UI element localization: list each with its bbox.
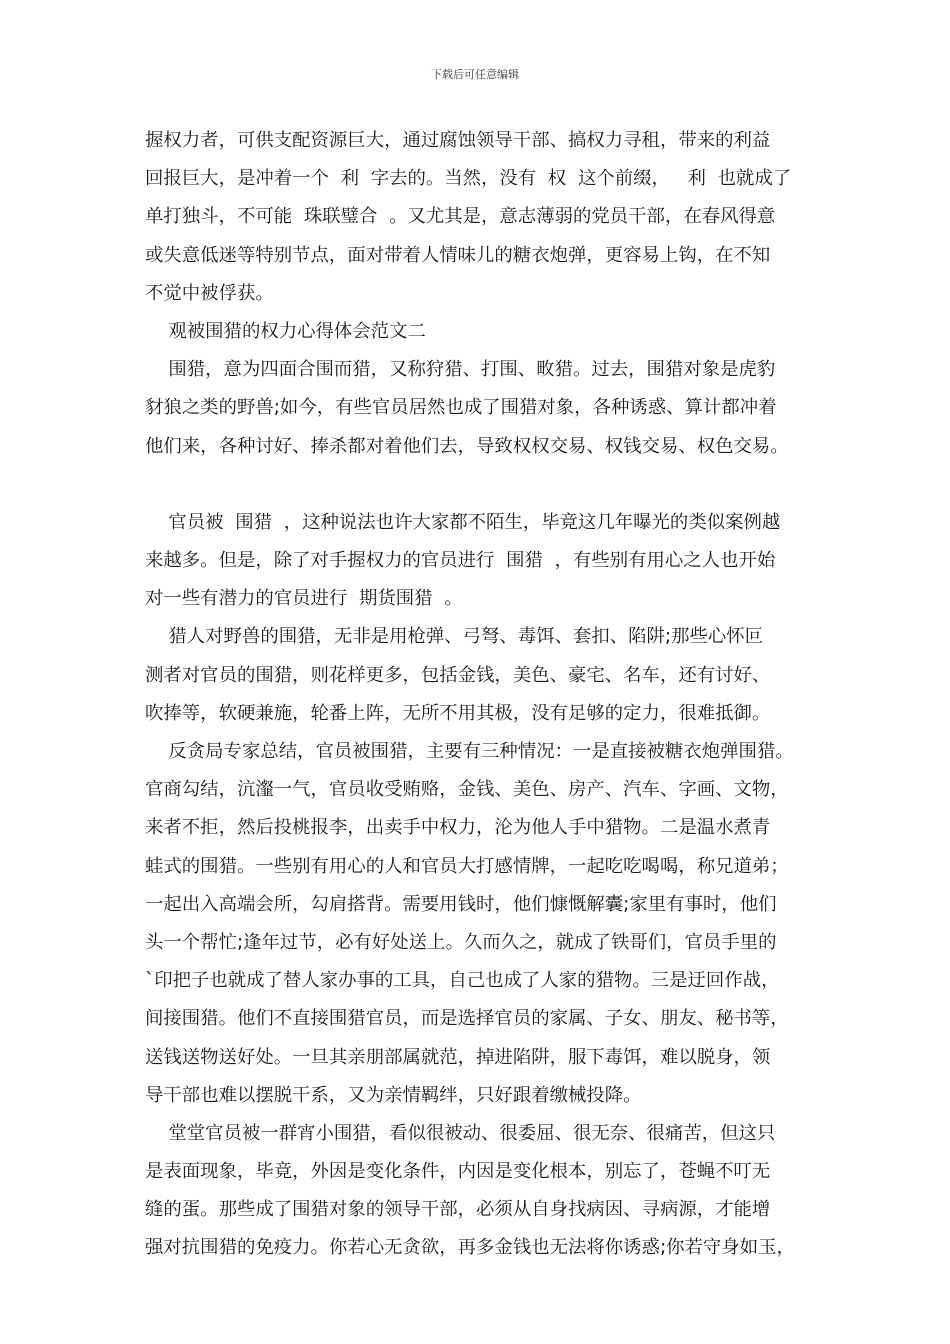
- text-line: 猎人对野兽的围猎，无非是用枪弹、弓弩、毒饵、套扣、陷阱;那些心怀叵: [145, 626, 764, 648]
- text-line: 来者不拒，然后投桃报李，出卖手中权力，沦为他人手中猎物。二是温水煮青: [145, 817, 771, 839]
- text-line: 回报巨大，是冲着一个 利 字去的。当然，没有 权 这个前缀， 利 也就成了: [145, 168, 792, 190]
- text-line: 单打独斗，不可能 珠联璧合 。又尤其是，意志薄弱的党员干部，在春风得意: [145, 206, 776, 228]
- text-line: 他们来，各种讨好、捧杀都对着他们去，导致权权交易、权钱交易、权色交易。: [145, 435, 789, 457]
- text-line: 不觉中被俘获。: [145, 282, 274, 304]
- text-line: 堂堂官员被一群宵小围猎，看似很被动、很委屈、很无奈、很痛苦，但这只: [145, 1122, 776, 1144]
- text-line: 握权力者，可供支配资源巨大，通过腐蚀领导干部、搞权力寻租，带来的利益: [145, 130, 771, 151]
- text-line: 头一个帮忙;逢年过节，必有好处送上。久而久之，就成了铁哥们，官员手里的: [145, 931, 777, 953]
- text-line: 测者对官员的围猎，则花样更多，包括金钱，美色、豪宅、名车，还有讨好、: [145, 664, 771, 686]
- text-line: 来越多。但是，除了对手握权力的官员进行 围猎 ，有些别有用心之人也开始: [145, 550, 776, 572]
- text-line: 送钱送物送好处。一旦其亲朋部属就范，掉进陷阱，服下毒饵，难以脱身，领: [145, 1046, 771, 1068]
- text-line: 或失意低迷等特别节点，面对带着人情味儿的糖衣炮弹，更容易上钩，在不知: [145, 244, 771, 266]
- text-line: 豺狼之类的野兽;如今，有些官员居然也成了围猎对象，各种诱惑、算计都冲着: [145, 397, 777, 419]
- text-line: 一起出入高端会所，勾肩搭背。需要用钱时，他们慷慨解囊;家里有事时，他们: [145, 893, 777, 915]
- text-line: 观被围猎的权力心得体会范文二: [145, 320, 426, 342]
- text-line: 蛙式的围猎。一些别有用心的人和官员大打感情牌，一起吃吃喝喝，称兄道弟；: [145, 855, 789, 877]
- text-line: 缝的蛋。那些成了围猎对象的领导干部，必须从自身找病因、寻病源，才能增: [145, 1199, 771, 1221]
- page-header: 下载后可任意编辑: [431, 68, 519, 81]
- text-line: 间接围猎。他们不直接围猎官员，而是选择官员的家属、子女、朋友、秘书等，: [145, 1008, 789, 1030]
- text-line: 反贪局专家总结，官员被围猎，主要有三种情况：一是直接被糖衣炮弹围猎。: [145, 741, 794, 762]
- body-text: [145, 122, 825, 1268]
- text-line: `印把子也就成了替人家办事的工具，自己也成了人家的猎物。三是迂回作战，: [145, 970, 780, 992]
- blank-line: [145, 466, 825, 504]
- text-line: 官商勾结，沆瀣一气，官员收受贿赂，金钱、美色、房产、汽车、字画、文物，: [145, 779, 789, 801]
- text-line: 对一些有潜力的官员进行 期货围猎 。: [145, 588, 463, 610]
- text-line: 官员被 围猎 ，这种说法也许大家都不陌生，毕竟这几年曝光的类似案例越: [145, 511, 781, 533]
- text-line: 吹捧等，软硬兼施，轮番上阵，无所不用其极，没有足够的定力，很难抵御。: [145, 702, 771, 724]
- text-line: 是表面现象，毕竟，外因是变化条件，内因是变化根本，别忘了，苍蝇不叮无: [145, 1161, 771, 1183]
- text-line: 强对抗围猎的免疫力。你若心无贪欲，再多金钱也无法将你诱惑;你若守身如玉，: [145, 1237, 795, 1259]
- text-line: 围猎，意为四面合围而猎，又称狩猎、打围、畋猎。过去，围猎对象是虎豹: [145, 359, 776, 381]
- text-line: 导干部也难以摆脱干系，又为亲情羁绊，只好跟着缴械投降。: [145, 1084, 642, 1106]
